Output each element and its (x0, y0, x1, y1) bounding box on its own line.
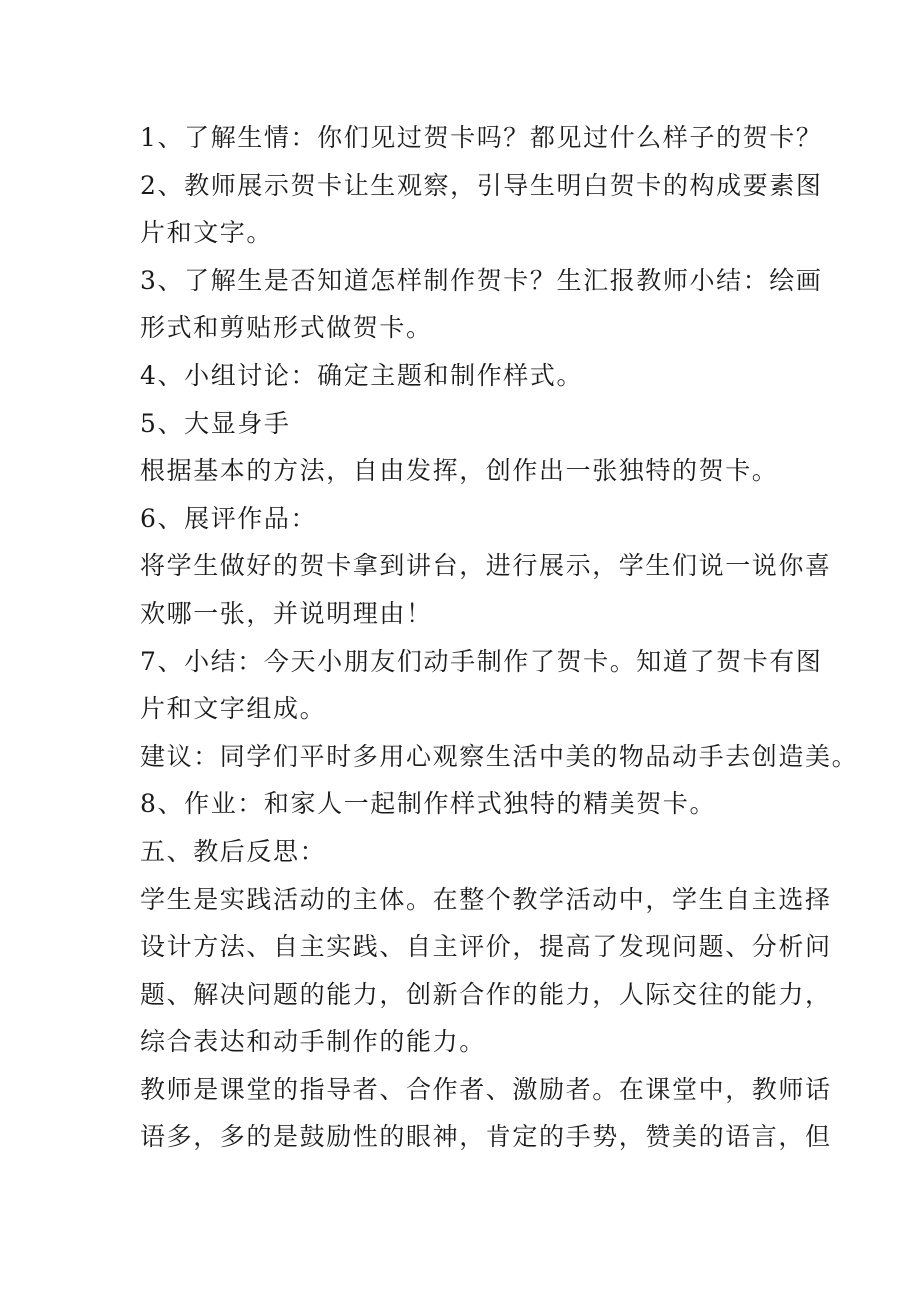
text-line: 4、小组讨论：确定主题和制作样式。 (140, 360, 584, 390)
text-line: 1、了解生情：你们见过贺卡吗？都见过什么样子的贺卡？ (140, 123, 823, 152)
text-line: 教师是课堂的指导者、合作者、激励者。在课堂中，教师话 (140, 1074, 832, 1104)
text-line: 3、了解生是否知道怎样制作贺卡？生汇报教师小结：绘画 (140, 265, 823, 295)
text-line: 五、教后反思： (140, 836, 327, 866)
text-line: 设计方法、自主实践、自主评价，提高了发现问题、分析问 (140, 932, 832, 962)
text-line: 片和文字组成。 (140, 694, 327, 724)
text-line: 建议：同学们平时多用心观察生活中美的物品动手去创造美。 (140, 741, 859, 771)
document-body (140, 114, 859, 1161)
text-line: 形式和剪贴形式做贺卡。 (140, 313, 433, 343)
text-line: 6、展评作品： (140, 503, 318, 533)
text-line: 题、解决问题的能力，创新合作的能力，人际交往的能力， (140, 979, 832, 1009)
text-line: 片和文字。 (140, 218, 274, 248)
text-line: 根据基本的方法，自由发挥，创作出一张独特的贺卡。 (140, 456, 779, 486)
text-line: 欢哪一张，并说明理由！ (140, 598, 433, 628)
text-line: 语多，多的是鼓励性的眼神，肯定的手势，赞美的语言，但 (140, 1122, 832, 1152)
text-line: 将学生做好的贺卡拿到讲台，进行展示，学生们说一说你喜 (140, 551, 832, 581)
text-line: 2、教师展示贺卡让生观察，引导生明白贺卡的构成要素图 (140, 170, 823, 200)
text-line: 学生是实践活动的主体。在整个教学活动中，学生自主选择 (140, 884, 832, 914)
text-line: 综合表达和动手制作的能力。 (140, 1027, 486, 1057)
text-line: 7、小结：今天小朋友们动手制作了贺卡。知道了贺卡有图 (140, 646, 823, 676)
text-line: 8、作业：和家人一起制作样式独特的精美贺卡。 (140, 789, 717, 819)
text-line: 5、大显身手 (140, 408, 291, 438)
